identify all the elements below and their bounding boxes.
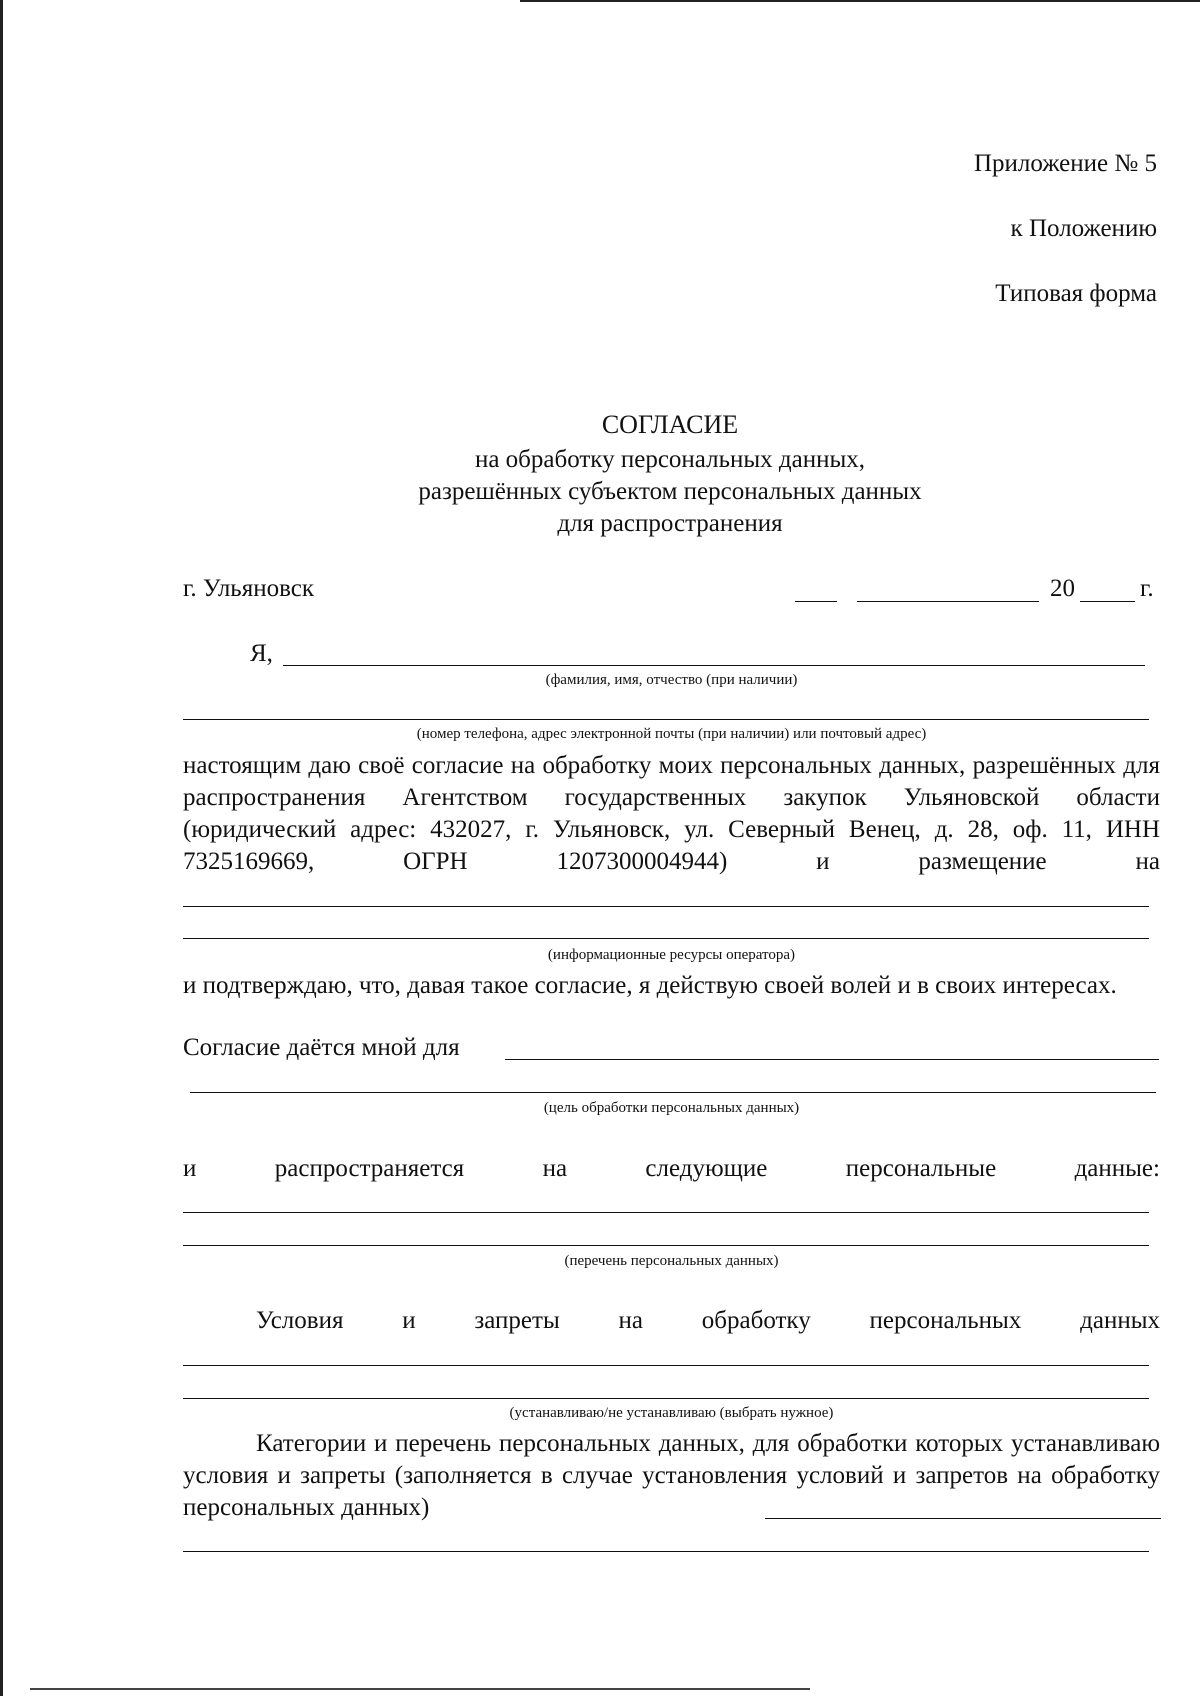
- scan-edge-left: [0, 0, 3, 1696]
- spread-word: персональные: [845, 1155, 997, 1182]
- info-resources-caption: (информационные ресурсы оператора): [547, 947, 796, 963]
- spread-word: распространяется: [274, 1155, 465, 1182]
- conditions-word: запреты: [474, 1307, 560, 1334]
- conditions-field-1[interactable]: [183, 1365, 1149, 1366]
- conditions-word: данных: [1080, 1307, 1160, 1334]
- title-line-2: на обработку персональных данных,: [474, 446, 866, 473]
- scan-edge-top: [520, 0, 1200, 2]
- month-field[interactable]: [857, 601, 1039, 602]
- spread-word: и: [183, 1155, 197, 1182]
- i-prefix: Я,: [250, 640, 273, 667]
- spread-word: на: [542, 1155, 568, 1182]
- conditions-word: персональных: [869, 1307, 1022, 1334]
- day-field[interactable]: [795, 601, 837, 602]
- conditions-word: на: [618, 1307, 644, 1334]
- fio-field[interactable]: [283, 665, 1145, 666]
- purpose-caption: (цель обработки персональных данных): [543, 1100, 800, 1116]
- scan-edge-bottom: [30, 1688, 810, 1690]
- year-suffix: г.: [1140, 575, 1154, 602]
- appendix-label: Приложение № 5: [973, 150, 1157, 177]
- categories-field-1[interactable]: [765, 1518, 1161, 1519]
- data-list-field-2[interactable]: [183, 1245, 1149, 1246]
- conditions-line: [256, 1307, 1160, 1335]
- confirm-paragraph: и подтверждаю, что, давая такое согласие, я действую своей волей и в своих интересах.: [183, 972, 1117, 999]
- info-resources-field-1[interactable]: [183, 906, 1149, 907]
- categories-paragraph: Категории и перечень персональных данных, для обработки которых устанавливаю условия и запреты (заполняется в случае установления условий и запретов на обработку персональных данных): [183, 1430, 1160, 1521]
- data-list-field-1[interactable]: [183, 1212, 1149, 1213]
- contacts-caption: (номер телефона, адрес электронной почты (при наличии) или почтовый адрес): [416, 726, 927, 742]
- regulation-label: к Положению: [1010, 215, 1157, 242]
- purpose-field-2[interactable]: [190, 1092, 1156, 1093]
- conditions-field-2[interactable]: [183, 1398, 1149, 1399]
- form-type-label: Типовая форма: [995, 280, 1157, 307]
- conditions-word: Условия: [256, 1307, 344, 1334]
- data-list-caption: (перечень персональных данных): [564, 1253, 779, 1269]
- fio-caption: (фамилия, имя, отчество (при наличии): [545, 672, 798, 688]
- spread-line: [183, 1155, 1160, 1183]
- spread-word: данные:: [1074, 1155, 1160, 1182]
- year-field[interactable]: [1080, 601, 1135, 602]
- document-title: СОГЛАСИЕ: [601, 410, 739, 439]
- categories-field-2[interactable]: [183, 1551, 1149, 1552]
- purpose-field-1[interactable]: [505, 1059, 1159, 1060]
- consent-paragraph: настоящим даю своё согласие на обработку моих персональных данных, разрешённых для распространения Агентством государственных закупок Ульяновской области (юридический адрес: 432027, г. Ульяновск, ул. Северный Венец, д. 28, оф. 11, ИНН 7325169669, ОГРН 1207300004944) и размещение на: [183, 752, 1160, 875]
- title-line-4: для распространения: [557, 510, 783, 537]
- year-prefix: 20: [1050, 575, 1075, 602]
- contacts-field[interactable]: [183, 719, 1149, 720]
- title-line-3: разрешённых субъектом персональных данных: [418, 478, 922, 505]
- conditions-word: и: [402, 1307, 416, 1334]
- purpose-prefix: Согласие даётся мной для: [183, 1034, 460, 1061]
- city-label: г. Ульяновск: [183, 575, 314, 602]
- conditions-caption: (устанавливаю/не устанавливаю (выбрать нужное): [509, 1405, 834, 1421]
- info-resources-field-2[interactable]: [183, 938, 1149, 939]
- spread-word: следующие: [645, 1155, 768, 1182]
- conditions-word: обработку: [701, 1307, 811, 1334]
